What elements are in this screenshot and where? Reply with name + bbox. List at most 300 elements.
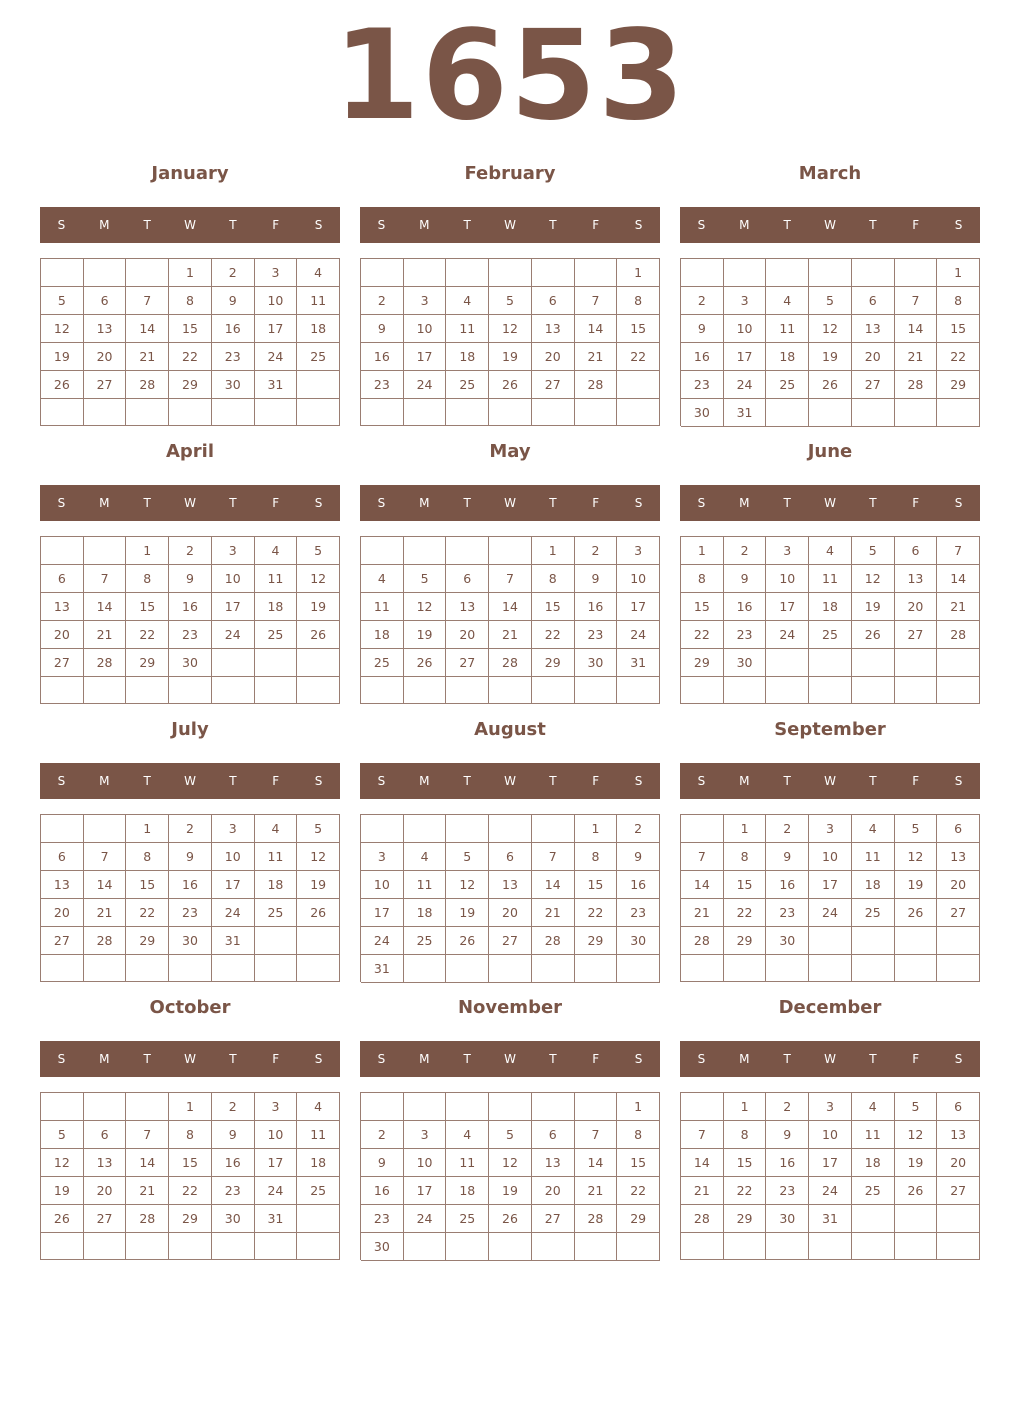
day-cell: 26 <box>404 649 447 677</box>
day-cell: 21 <box>84 621 127 649</box>
weekday-label: W <box>504 218 516 232</box>
day-cell: 11 <box>297 1121 340 1149</box>
day-cell: 26 <box>489 371 532 399</box>
day-cell: 18 <box>446 1177 489 1205</box>
day-cell: 5 <box>489 1121 532 1149</box>
empty-cell <box>169 399 212 426</box>
empty-cell <box>404 1093 447 1121</box>
day-cell: 27 <box>84 371 127 399</box>
day-cell: 14 <box>681 871 724 899</box>
day-cell: 22 <box>724 899 767 927</box>
empty-cell <box>532 1233 575 1261</box>
day-cell: 30 <box>212 1205 255 1233</box>
day-cell: 18 <box>297 1149 340 1177</box>
empty-cell <box>41 537 84 565</box>
empty-cell <box>489 1233 532 1261</box>
empty-cell <box>766 649 809 677</box>
weekday-label: S <box>314 774 323 788</box>
day-cell: 17 <box>255 315 298 343</box>
day-cell: 31 <box>361 955 404 983</box>
day-cell: 14 <box>126 315 169 343</box>
day-cell: 3 <box>404 1121 447 1149</box>
empty-cell <box>852 399 895 427</box>
day-cell: 15 <box>575 871 618 899</box>
weekday-label: S <box>57 1052 66 1066</box>
empty-cell <box>617 371 660 399</box>
day-cell: 30 <box>169 927 212 955</box>
month-name: August <box>474 719 546 740</box>
day-cell: 29 <box>575 927 618 955</box>
day-cell: 19 <box>852 593 895 621</box>
day-cell: 11 <box>852 1121 895 1149</box>
day-cell: 19 <box>41 1177 84 1205</box>
month-name: July <box>171 719 209 740</box>
day-cell: 9 <box>575 565 618 593</box>
day-cell: 3 <box>212 815 255 843</box>
day-cell: 23 <box>766 899 809 927</box>
weekday-header <box>40 207 340 243</box>
empty-cell <box>126 955 169 982</box>
weekday-label: F <box>272 218 280 232</box>
weekday-label: S <box>697 496 706 510</box>
empty-cell <box>297 649 340 677</box>
weekday-label: S <box>954 218 963 232</box>
day-cell: 24 <box>361 927 404 955</box>
weekday-label: M <box>739 496 750 510</box>
empty-cell <box>404 815 447 843</box>
day-grid <box>360 258 660 426</box>
weekday-header <box>40 1041 340 1077</box>
day-cell: 24 <box>212 621 255 649</box>
day-cell: 10 <box>255 287 298 315</box>
day-cell: 5 <box>809 287 852 315</box>
day-cell: 10 <box>255 1121 298 1149</box>
empty-cell <box>212 677 255 704</box>
month-name: February <box>464 163 556 184</box>
weekday-label: S <box>634 218 643 232</box>
empty-cell <box>895 955 938 982</box>
day-cell: 7 <box>575 1121 618 1149</box>
empty-cell <box>937 649 980 677</box>
day-cell: 23 <box>361 1205 404 1233</box>
day-cell: 13 <box>852 315 895 343</box>
weekday-label: S <box>634 774 643 788</box>
empty-cell <box>809 259 852 287</box>
day-cell: 5 <box>297 537 340 565</box>
day-cell: 23 <box>212 343 255 371</box>
empty-cell <box>41 259 84 287</box>
day-cell: 10 <box>724 315 767 343</box>
weekday-label: F <box>272 1052 280 1066</box>
day-cell: 31 <box>212 927 255 955</box>
day-cell: 6 <box>937 1093 980 1121</box>
empty-cell <box>446 815 489 843</box>
day-cell: 17 <box>809 1149 852 1177</box>
day-cell: 19 <box>297 593 340 621</box>
empty-cell <box>126 259 169 287</box>
weekday-label: S <box>954 1052 963 1066</box>
day-cell: 20 <box>84 1177 127 1205</box>
day-cell: 18 <box>809 593 852 621</box>
day-cell: 21 <box>937 593 980 621</box>
day-cell: 17 <box>212 593 255 621</box>
day-cell: 10 <box>809 1121 852 1149</box>
weekday-header <box>680 1041 980 1077</box>
day-cell: 2 <box>169 537 212 565</box>
empty-cell <box>937 1233 980 1260</box>
day-cell: 13 <box>446 593 489 621</box>
day-cell: 12 <box>489 315 532 343</box>
weekday-label: S <box>377 496 386 510</box>
empty-cell <box>681 1233 724 1260</box>
day-cell: 16 <box>575 593 618 621</box>
weekday-label: T <box>549 774 557 788</box>
day-cell: 15 <box>617 1149 660 1177</box>
day-cell: 17 <box>212 871 255 899</box>
day-cell: 4 <box>446 287 489 315</box>
empty-cell <box>84 537 127 565</box>
day-cell: 17 <box>404 343 447 371</box>
day-cell: 3 <box>617 537 660 565</box>
day-cell: 4 <box>852 815 895 843</box>
month-name: November <box>457 997 563 1018</box>
day-cell: 1 <box>575 815 618 843</box>
weekday-header <box>680 485 980 521</box>
day-cell: 21 <box>681 899 724 927</box>
weekday-label: T <box>229 1052 237 1066</box>
day-cell: 20 <box>41 899 84 927</box>
day-cell: 23 <box>681 371 724 399</box>
empty-cell <box>532 399 575 426</box>
day-cell: 2 <box>681 287 724 315</box>
empty-cell <box>446 1233 489 1261</box>
day-cell: 14 <box>489 593 532 621</box>
day-cell: 8 <box>575 843 618 871</box>
weekday-label: M <box>419 1052 430 1066</box>
day-cell: 31 <box>617 649 660 677</box>
day-cell: 15 <box>724 1149 767 1177</box>
day-cell: 21 <box>681 1177 724 1205</box>
day-cell: 13 <box>532 1149 575 1177</box>
day-cell: 24 <box>766 621 809 649</box>
day-cell: 16 <box>724 593 767 621</box>
day-cell: 6 <box>41 843 84 871</box>
empty-cell <box>361 815 404 843</box>
weekday-label: T <box>463 218 471 232</box>
day-cell: 1 <box>724 815 767 843</box>
weekday-label: T <box>783 496 791 510</box>
empty-cell <box>681 955 724 982</box>
day-cell: 9 <box>212 1121 255 1149</box>
day-cell: 30 <box>681 399 724 427</box>
day-grid <box>40 1092 340 1260</box>
day-cell: 5 <box>489 287 532 315</box>
day-cell: 19 <box>489 1177 532 1205</box>
empty-cell <box>895 649 938 677</box>
empty-cell <box>532 259 575 287</box>
day-grid <box>360 814 660 982</box>
day-cell: 17 <box>617 593 660 621</box>
day-cell: 9 <box>724 565 767 593</box>
day-cell: 6 <box>84 1121 127 1149</box>
day-cell: 1 <box>937 259 980 287</box>
day-cell: 20 <box>937 871 980 899</box>
empty-cell <box>766 677 809 704</box>
day-cell: 13 <box>489 871 532 899</box>
weekday-label: F <box>912 774 920 788</box>
day-cell: 28 <box>681 1205 724 1233</box>
day-cell: 11 <box>446 1149 489 1177</box>
empty-cell <box>489 259 532 287</box>
day-cell: 14 <box>84 871 127 899</box>
day-cell: 15 <box>126 871 169 899</box>
day-cell: 16 <box>169 593 212 621</box>
empty-cell <box>575 677 618 704</box>
day-cell: 8 <box>126 843 169 871</box>
empty-cell <box>41 1233 84 1260</box>
day-cell: 5 <box>41 287 84 315</box>
day-cell: 25 <box>404 927 447 955</box>
day-cell: 27 <box>446 649 489 677</box>
weekday-label: S <box>377 1052 386 1066</box>
day-cell: 4 <box>766 287 809 315</box>
day-cell: 4 <box>255 815 298 843</box>
empty-cell <box>84 677 127 704</box>
empty-cell <box>852 259 895 287</box>
month-name: April <box>165 441 215 462</box>
day-cell: 3 <box>809 1093 852 1121</box>
day-cell: 7 <box>532 843 575 871</box>
day-cell: 9 <box>361 315 404 343</box>
day-cell: 15 <box>169 1149 212 1177</box>
day-cell: 10 <box>766 565 809 593</box>
day-cell: 12 <box>489 1149 532 1177</box>
empty-cell <box>489 677 532 704</box>
month-name: January <box>151 163 229 184</box>
day-cell: 12 <box>446 871 489 899</box>
empty-cell <box>809 927 852 955</box>
day-cell: 25 <box>809 621 852 649</box>
weekday-label: T <box>783 1052 791 1066</box>
empty-cell <box>532 815 575 843</box>
day-cell: 3 <box>212 537 255 565</box>
weekday-label: T <box>463 496 471 510</box>
day-cell: 9 <box>681 315 724 343</box>
day-cell: 5 <box>895 1093 938 1121</box>
empty-cell <box>297 1233 340 1260</box>
empty-cell <box>724 955 767 982</box>
day-cell: 3 <box>766 537 809 565</box>
weekday-label: T <box>143 218 151 232</box>
empty-cell <box>169 1233 212 1260</box>
empty-cell <box>297 955 340 982</box>
day-cell: 5 <box>404 565 447 593</box>
day-cell: 17 <box>404 1177 447 1205</box>
day-cell: 29 <box>532 649 575 677</box>
day-cell: 28 <box>575 371 618 399</box>
day-cell: 15 <box>532 593 575 621</box>
day-grid <box>680 536 980 704</box>
weekday-label: M <box>739 218 750 232</box>
empty-cell <box>724 1233 767 1260</box>
day-cell: 6 <box>489 843 532 871</box>
empty-cell <box>852 649 895 677</box>
day-cell: 26 <box>852 621 895 649</box>
day-cell: 16 <box>212 1149 255 1177</box>
weekday-label: T <box>549 1052 557 1066</box>
day-cell: 5 <box>446 843 489 871</box>
weekday-label: W <box>504 1052 516 1066</box>
empty-cell <box>169 677 212 704</box>
day-cell: 12 <box>297 843 340 871</box>
day-cell: 26 <box>297 621 340 649</box>
day-cell: 23 <box>575 621 618 649</box>
day-cell: 12 <box>404 593 447 621</box>
weekday-label: T <box>463 1052 471 1066</box>
empty-cell <box>766 955 809 982</box>
day-cell: 28 <box>489 649 532 677</box>
day-cell: 30 <box>575 649 618 677</box>
day-cell: 4 <box>404 843 447 871</box>
weekday-label: M <box>419 496 430 510</box>
day-cell: 24 <box>404 1205 447 1233</box>
day-cell: 27 <box>895 621 938 649</box>
day-cell: 21 <box>489 621 532 649</box>
day-cell: 27 <box>41 649 84 677</box>
weekday-label: M <box>99 774 110 788</box>
weekday-label: T <box>463 774 471 788</box>
day-cell: 20 <box>84 343 127 371</box>
empty-cell <box>617 955 660 983</box>
day-cell: 25 <box>255 899 298 927</box>
day-cell: 23 <box>617 899 660 927</box>
day-cell: 27 <box>852 371 895 399</box>
empty-cell <box>41 1093 84 1121</box>
month-name: May <box>489 441 531 462</box>
weekday-label: S <box>57 496 66 510</box>
day-cell: 30 <box>169 649 212 677</box>
day-cell: 27 <box>489 927 532 955</box>
day-cell: 25 <box>852 1177 895 1205</box>
weekday-header <box>40 485 340 521</box>
day-cell: 8 <box>617 1121 660 1149</box>
day-cell: 29 <box>724 927 767 955</box>
day-cell: 7 <box>126 287 169 315</box>
day-cell: 1 <box>126 537 169 565</box>
weekday-header <box>680 763 980 799</box>
day-grid <box>40 814 340 982</box>
day-cell: 25 <box>297 1177 340 1205</box>
day-cell: 17 <box>809 871 852 899</box>
day-cell: 2 <box>766 1093 809 1121</box>
day-cell: 3 <box>255 259 298 287</box>
weekday-label: S <box>634 1052 643 1066</box>
day-cell: 9 <box>361 1149 404 1177</box>
day-cell: 20 <box>895 593 938 621</box>
day-cell: 15 <box>169 315 212 343</box>
day-cell: 12 <box>809 315 852 343</box>
day-cell: 29 <box>681 649 724 677</box>
day-cell: 8 <box>937 287 980 315</box>
day-cell: 26 <box>895 1177 938 1205</box>
weekday-label: F <box>592 218 600 232</box>
day-cell: 4 <box>852 1093 895 1121</box>
weekday-header <box>360 485 660 521</box>
empty-cell <box>681 677 724 704</box>
day-cell: 20 <box>532 343 575 371</box>
day-grid <box>680 1092 980 1260</box>
weekday-label: S <box>377 218 386 232</box>
day-cell: 4 <box>255 537 298 565</box>
empty-cell <box>852 955 895 982</box>
day-cell: 17 <box>724 343 767 371</box>
day-cell: 25 <box>446 1205 489 1233</box>
day-cell: 26 <box>895 899 938 927</box>
weekday-label: T <box>869 1052 877 1066</box>
day-cell: 1 <box>169 1093 212 1121</box>
day-cell: 18 <box>766 343 809 371</box>
empty-cell <box>532 955 575 983</box>
day-cell: 11 <box>446 315 489 343</box>
day-cell: 28 <box>532 927 575 955</box>
day-cell: 28 <box>84 927 127 955</box>
weekday-label: S <box>697 774 706 788</box>
day-cell: 27 <box>937 899 980 927</box>
day-cell: 14 <box>575 315 618 343</box>
empty-cell <box>361 399 404 426</box>
day-cell: 3 <box>255 1093 298 1121</box>
day-cell: 12 <box>852 565 895 593</box>
empty-cell <box>937 399 980 427</box>
empty-cell <box>937 1205 980 1233</box>
day-cell: 14 <box>126 1149 169 1177</box>
empty-cell <box>212 1233 255 1260</box>
weekday-label: W <box>824 496 836 510</box>
day-cell: 8 <box>681 565 724 593</box>
empty-cell <box>852 1205 895 1233</box>
empty-cell <box>41 399 84 426</box>
weekday-label: T <box>143 1052 151 1066</box>
day-cell: 13 <box>41 593 84 621</box>
empty-cell <box>361 677 404 704</box>
day-cell: 18 <box>404 899 447 927</box>
day-cell: 1 <box>681 537 724 565</box>
weekday-label: S <box>314 496 323 510</box>
day-cell: 28 <box>895 371 938 399</box>
empty-cell <box>255 927 298 955</box>
empty-cell <box>84 1093 127 1121</box>
empty-cell <box>809 955 852 982</box>
day-cell: 23 <box>361 371 404 399</box>
day-cell: 8 <box>724 1121 767 1149</box>
empty-cell <box>404 399 447 426</box>
day-cell: 21 <box>84 899 127 927</box>
month-name: September <box>774 719 886 740</box>
empty-cell <box>84 1233 127 1260</box>
day-cell: 10 <box>212 565 255 593</box>
day-cell: 11 <box>404 871 447 899</box>
empty-cell <box>937 677 980 704</box>
day-cell: 20 <box>532 1177 575 1205</box>
weekday-label: W <box>184 218 196 232</box>
day-cell: 26 <box>809 371 852 399</box>
day-cell: 16 <box>681 343 724 371</box>
weekday-label: T <box>869 496 877 510</box>
day-cell: 9 <box>169 843 212 871</box>
day-cell: 11 <box>297 287 340 315</box>
day-cell: 3 <box>724 287 767 315</box>
day-cell: 13 <box>532 315 575 343</box>
